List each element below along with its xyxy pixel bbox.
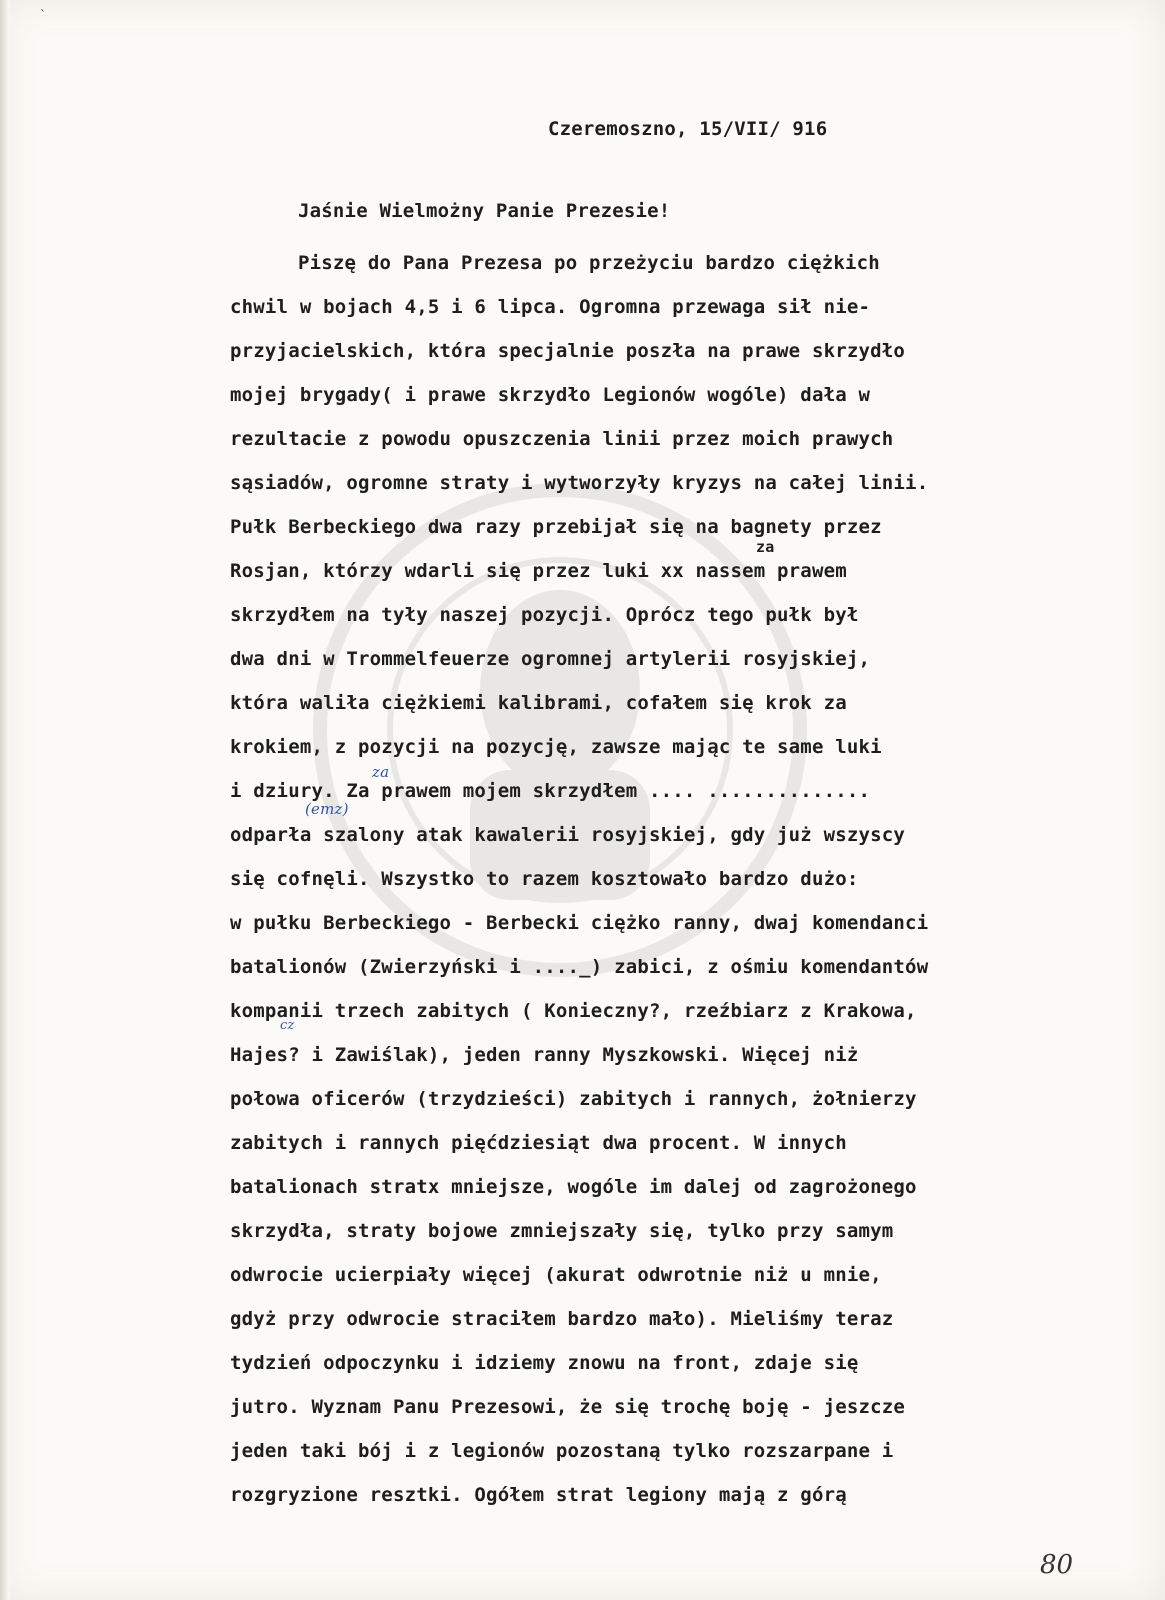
text-line: Piszę do Pana Prezesa po przeżyciu bardzo ciężkich bbox=[298, 252, 880, 274]
text-line: batalionach stratx mniejsze, wogóle im dalej od zagrożonego bbox=[230, 1176, 917, 1198]
text-line: Pułk Berbeckiego dwa razy przebijał się na bagnety przez bbox=[230, 516, 882, 538]
handwritten-insertion: za bbox=[372, 763, 390, 781]
text-line: rozgryzione resztki. Ogółem strat legiony mają z górą bbox=[230, 1484, 847, 1506]
salutation: Jaśnie Wielmożny Panie Prezesie! bbox=[298, 200, 671, 222]
text-line: skrzydła, straty bojowe zmniejszały się, tylko przy samym bbox=[230, 1220, 894, 1242]
text-line: rezultacie z powodu opuszczenia linii przez moich prawych bbox=[230, 428, 894, 450]
handwritten-insertion: cz bbox=[280, 1018, 295, 1033]
text-line: w pułku Berbeckiego - Berbecki ciężko ranny, dwaj komendanci bbox=[230, 912, 929, 934]
letter-body bbox=[230, 100, 1070, 1560]
text-line: jeden taki bój i z legionów pozostaną tylko rozszarpane i bbox=[230, 1440, 894, 1462]
text-line: Hajes? i Zawiślak), jeden ranny Myszkowski. Więcej niż bbox=[230, 1044, 859, 1066]
page-edge-shadow bbox=[0, 0, 10, 1600]
typed-insertion: za bbox=[756, 538, 775, 556]
page-number: 80 bbox=[1040, 1550, 1074, 1580]
text-line: gdyż przy odwrocie straciłem bardzo mało). Mieliśmy teraz bbox=[230, 1308, 894, 1330]
text-line: przyjacielskich, która specjalnie poszła na prawe skrzydło bbox=[230, 340, 906, 362]
text-line: chwil w bojach 4,5 i 6 lipca. Ogromna przewaga sił nie- bbox=[230, 296, 871, 318]
text-line: zabitych i rannych pięćdziesiąt dwa procent. W innych bbox=[230, 1132, 847, 1154]
corner-mark: ˋ bbox=[40, 8, 46, 22]
text-line: skrzydłem na tyły naszej pozycji. Oprócz tego pułk był bbox=[230, 604, 859, 626]
text-line: sąsiadów, ogromne straty i wytworzyły kryzys na całej linii. bbox=[230, 472, 929, 494]
text-line: połowa oficerów (trzydzieści) zabitych i rannych, żołnierzy bbox=[230, 1088, 917, 1110]
text-line: dwa dni w Trommelfeuerze ogromnej artylerii rosyjskiej, bbox=[230, 648, 871, 670]
text-line: odwrocie ucierpiały więcej (akurat odwrotnie niż u mnie, bbox=[230, 1264, 882, 1286]
text-line: mojej brygady( i prawe skrzydło Legionów wogóle) dała w bbox=[230, 384, 871, 406]
handwritten-insertion: (emz) bbox=[305, 800, 349, 818]
text-line: krokiem, z pozycji na pozycję, zawsze mając te same luki bbox=[230, 736, 882, 758]
text-line: która waliła ciężkiemi kalibrami, cofałem się krok za bbox=[230, 692, 847, 714]
text-line: się cofnęli. Wszystko to razem kosztowało bardzo dużo: bbox=[230, 868, 859, 890]
dateline: Czeremoszno, 15/VII/ 916 bbox=[548, 118, 828, 140]
text-line: tydzień odpoczynku i idziemy znowu na front, zdaje się bbox=[230, 1352, 859, 1374]
text-line: kompanii trzech zabitych ( Konieczny?, rzeźbiarz z Krakowa, bbox=[230, 1000, 917, 1022]
text-line: jutro. Wyznam Panu Prezesowi, że się trochę boję - jeszcze bbox=[230, 1396, 906, 1418]
text-line: i dziury. Za prawem mojem skrzydłem .... .............. bbox=[230, 780, 871, 802]
text-line: Rosjan, którzy wdarli się przez luki xx nassem prawem bbox=[230, 560, 847, 582]
text-line: batalionów (Zwierzyński i ...._) zabici, z ośmiu komendantów bbox=[230, 956, 929, 978]
text-line: odparła szalony atak kawalerii rosyjskiej, gdy już wszyscy bbox=[230, 824, 906, 846]
